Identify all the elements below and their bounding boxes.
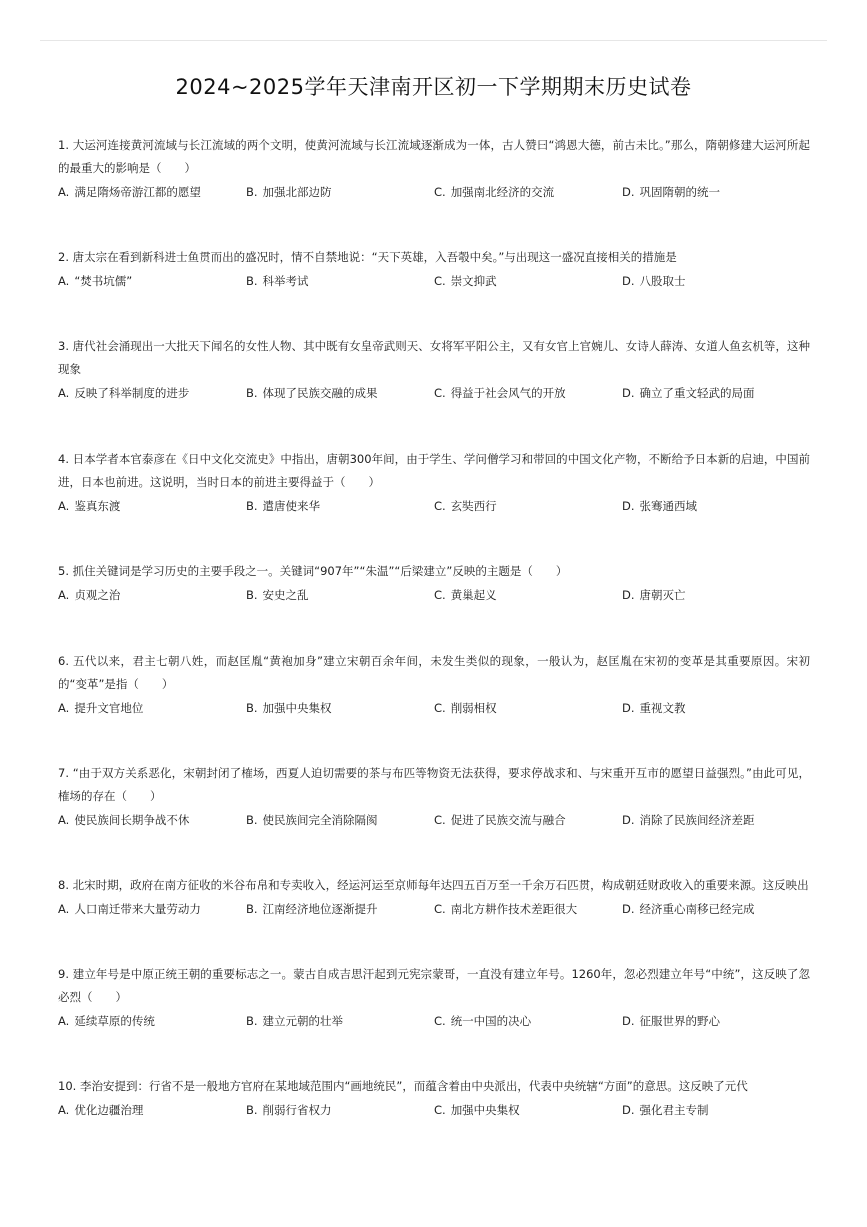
option-d (622, 584, 686, 607)
answer-options (58, 495, 810, 518)
option-letter: B. (246, 1014, 258, 1028)
top-divider (40, 40, 827, 41)
option-text: 鉴真东渡 (74, 499, 121, 513)
option-b (246, 697, 332, 720)
option-text: 加强南北经济的交流 (450, 185, 555, 199)
option-letter: B. (246, 185, 258, 199)
option-letter: C. (434, 499, 446, 513)
option-letter: A. (58, 274, 70, 288)
option-d (622, 697, 686, 720)
option-letter: A. (58, 813, 70, 827)
option-b (246, 1099, 332, 1122)
option-text: “焚书坑儒” (74, 274, 133, 288)
question-text: 3. 唐代社会涌现出一大批天下闻名的女性人物、其中既有女皇帝武则天、女将军平阳公主，又有女官上官婉儿、女诗人薛涛、女道人鱼玄机等，这种现象 (58, 339, 810, 376)
question-6 (58, 650, 810, 720)
option-letter: A. (58, 588, 70, 602)
option-text: 遣唐使来华 (262, 499, 321, 513)
option-text: 加强中央集权 (262, 701, 332, 715)
option-a (58, 1010, 155, 1033)
option-text: 满足隋炀帝游江都的愿望 (74, 185, 201, 199)
option-letter: D. (622, 1103, 635, 1117)
option-text: 巩固隋朝的统一 (639, 185, 721, 199)
option-text: 崇文抑武 (450, 274, 497, 288)
option-text: 南北方耕作技术差距很大 (450, 902, 578, 916)
question-text: 6. 五代以来，君主七朝八姓，而赵匡胤“黄袍加身”建立宋朝百余年间，未发生类似的现象，一般认为，赵匡胤在宋初的变革是其重要原因。宋初的“变革”是指（ ） (58, 654, 810, 691)
option-letter: C. (434, 386, 446, 400)
question-1 (58, 134, 810, 204)
answer-options (58, 898, 810, 921)
question-text: 7. “由于双方关系恶化，宋朝封闭了榷场，西夏人迫切需要的茶与布匹等物资无法获得，要求停战求和、与宋重开互市的愿望日益强烈。”由此可见，榷场的存在（ ） (58, 766, 810, 803)
option-a (58, 584, 120, 607)
option-c (434, 1010, 531, 1033)
question-text: 2. 唐太宗在看到新科进士鱼贯而出的盛况时，情不自禁地说：“天下英雄，入吾彀中矣。”与出现这一盛况直接相关的措施是 (58, 250, 677, 264)
option-text: 加强北部边防 (262, 185, 332, 199)
question-text: 8. 北宋时期，政府在南方征收的米谷布帛和专卖收入，经运河运至京师每年达四五百万至一千余万石匹贯，构成朝廷财政收入的重要来源。这反映出 (58, 878, 809, 892)
option-text: 延续草原的传统 (74, 1014, 155, 1028)
option-d (622, 382, 755, 405)
question-5 (58, 560, 810, 607)
option-c (434, 809, 566, 832)
option-d (622, 1099, 709, 1122)
option-letter: A. (58, 499, 70, 513)
option-letter: D. (622, 386, 635, 400)
option-text: 建立元朝的壮举 (262, 1014, 344, 1028)
option-text: 贞观之治 (74, 588, 121, 602)
option-a (58, 697, 143, 720)
option-letter: D. (622, 185, 635, 199)
option-d (622, 898, 755, 921)
option-text: 体现了民族交融的成果 (262, 386, 378, 400)
option-letter: B. (246, 701, 258, 715)
option-c (434, 697, 497, 720)
option-text: 八股取士 (639, 274, 686, 288)
question-4 (58, 448, 810, 518)
answer-options (58, 809, 810, 832)
option-letter: C. (434, 813, 446, 827)
option-text: 玄奘西行 (450, 499, 497, 513)
answer-options (58, 697, 810, 720)
option-letter: D. (622, 588, 635, 602)
option-letter: A. (58, 1103, 70, 1117)
option-text: 统一中国的决心 (450, 1014, 532, 1028)
option-b (246, 181, 332, 204)
option-letter: C. (434, 185, 446, 199)
question-8 (58, 874, 810, 921)
option-letter: C. (434, 274, 446, 288)
question-2 (58, 246, 810, 293)
option-letter: C. (434, 588, 446, 602)
option-text: 安史之乱 (262, 588, 309, 602)
option-c (434, 181, 554, 204)
option-text: 征服世界的野心 (639, 1014, 721, 1028)
option-letter: A. (58, 902, 70, 916)
option-c (434, 584, 497, 607)
answer-options (58, 1099, 810, 1122)
option-text: 得益于社会风气的开放 (450, 386, 566, 400)
option-letter: D. (622, 499, 635, 513)
question-text: 5. 抓住关键词是学习历史的主要手段之一。关键词“907年”“朱温”“后梁建立”反映的主题是（ ） (58, 564, 568, 578)
option-text: 优化边疆治理 (74, 1103, 144, 1117)
option-letter: A. (58, 701, 70, 715)
option-text: 提升文官地位 (74, 701, 144, 715)
option-d (622, 270, 686, 293)
question-text: 4. 日本学者本官泰彦在《日中文化交流史》中指出，唐朝300年间，由于学生、学问僧学习和带回的中国文化产物，不断给予日本新的启迪，中国前进，日本也前进。这说明，当时日本的前进主要得益于（ ） (58, 452, 810, 489)
option-text: 唐朝灭亡 (639, 588, 686, 602)
option-letter: C. (434, 1014, 446, 1028)
question-7 (58, 762, 810, 832)
option-text: 削弱行省权力 (262, 1103, 332, 1117)
option-letter: B. (246, 1103, 258, 1117)
option-b (246, 382, 378, 405)
option-b (246, 809, 378, 832)
answer-options (58, 181, 810, 204)
option-letter: A. (58, 386, 70, 400)
answer-options (58, 584, 810, 607)
option-c (434, 898, 577, 921)
option-a (58, 1099, 143, 1122)
option-d (622, 181, 720, 204)
option-text: 黄巢起义 (450, 588, 497, 602)
option-c (434, 1099, 520, 1122)
option-text: 削弱相权 (450, 701, 497, 715)
answer-options (58, 270, 810, 293)
option-c (434, 270, 497, 293)
option-letter: A. (58, 185, 70, 199)
option-a (58, 898, 201, 921)
option-letter: B. (246, 386, 258, 400)
option-text: 重视文教 (639, 701, 686, 715)
option-letter: D. (622, 274, 635, 288)
option-a (58, 181, 201, 204)
option-b (246, 1010, 343, 1033)
option-b (246, 584, 309, 607)
option-text: 反映了科举制度的进步 (74, 386, 190, 400)
option-text: 消除了民族间经济差距 (639, 813, 755, 827)
option-d (622, 809, 755, 832)
option-text: 促进了民族交流与融合 (450, 813, 566, 827)
option-c (434, 382, 566, 405)
option-text: 强化君主专制 (639, 1103, 709, 1117)
option-a (58, 382, 189, 405)
option-text: 加强中央集权 (450, 1103, 520, 1117)
option-letter: B. (246, 499, 258, 513)
option-text: 经济重心南移已经完成 (639, 902, 755, 916)
option-letter: D. (622, 813, 635, 827)
option-c (434, 495, 497, 518)
option-a (58, 495, 120, 518)
option-b (246, 495, 320, 518)
option-letter: C. (434, 902, 446, 916)
option-letter: D. (622, 902, 635, 916)
option-d (622, 495, 697, 518)
option-text: 使民族间长期争战不休 (74, 813, 190, 827)
option-letter: D. (622, 1014, 635, 1028)
question-3 (58, 335, 810, 405)
option-a (58, 270, 132, 293)
option-text: 江南经济地位逐渐提升 (262, 902, 378, 916)
option-text: 确立了重文轻武的局面 (639, 386, 755, 400)
answer-options (58, 382, 810, 405)
question-text: 10. 李治安提到：行省不是一般地方官府在某地域范围内“画地统民”，而蕴含着由中央派出，代表中央统辖“方面”的意思。这反映了元代 (58, 1079, 748, 1093)
option-text: 张骞通西域 (639, 499, 698, 513)
option-d (622, 1010, 720, 1033)
option-text: 人口南迁带来大量劳动力 (74, 902, 201, 916)
question-9 (58, 963, 810, 1033)
answer-options (58, 1010, 810, 1033)
option-letter: A. (58, 1014, 70, 1028)
option-letter: D. (622, 701, 635, 715)
question-text: 1. 大运河连接黄河流域与长江流域的两个文明，使黄河流域与长江流域逐渐成为一体，古人赞曰“鸿恩大德，前古未比。”那么，隋朝修建大运河所起的最重大的影响是（ ） (58, 138, 810, 175)
option-text: 科举考试 (262, 274, 309, 288)
option-letter: B. (246, 588, 258, 602)
option-letter: B. (246, 274, 258, 288)
option-letter: C. (434, 701, 446, 715)
option-b (246, 898, 378, 921)
option-letter: B. (246, 813, 258, 827)
option-a (58, 809, 189, 832)
question-10 (58, 1075, 810, 1122)
option-letter: C. (434, 1103, 446, 1117)
option-b (246, 270, 309, 293)
question-text: 9. 建立年号是中原正统王朝的重要标志之一。蒙古自成吉思汗起到元宪宗蒙哥，一直没有建立年号。1260年，忽必烈建立年号“中统”，这反映了忽必烈（ ） (58, 967, 810, 1004)
option-text: 使民族间完全消除隔阂 (262, 813, 378, 827)
exam-title: 2024~2025学年天津南开区初一下学期期末历史试卷 (175, 75, 692, 99)
option-letter: B. (246, 902, 258, 916)
